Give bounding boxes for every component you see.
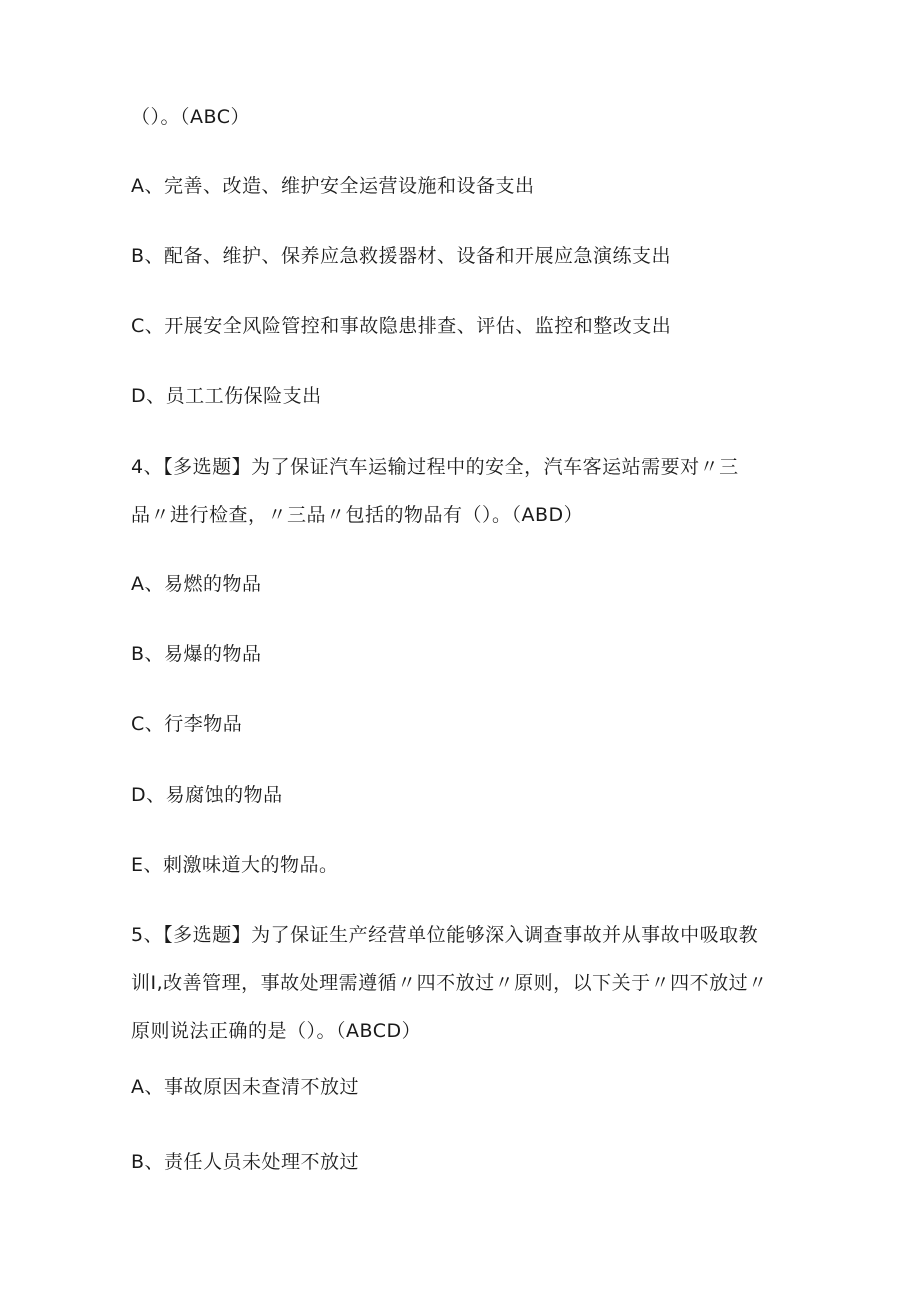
- question-3-stem-end: （）。（ABC）: [131, 106, 250, 128]
- question-5-option-b: B、责任人员未处理不放过: [131, 1151, 360, 1173]
- question-3-option-b: B、配备、维护、保养应急救援器材、设备和开展应急演练支出: [131, 245, 672, 267]
- question-3-option-c: C、开展安全风险管控和事故隐患排查、评估、监控和整改支出: [131, 315, 672, 337]
- question-3-option-d: D、员工工伤保险支出: [131, 385, 322, 407]
- question-4-option-c: C、行李物品: [131, 713, 243, 735]
- question-5-option-a: A、事故原因未查清不放过: [131, 1076, 359, 1098]
- question-5-stem-line-2: 训Ⅰ,改善管理，事故处理需遵循〃四不放过〃原则，以下关于〃四不放过〃: [131, 972, 768, 994]
- question-4-option-d: D、易腐蚀的物品: [131, 784, 283, 806]
- question-5-stem-line-3: 原则说法正确的是（）。（ABCD）: [131, 1020, 422, 1042]
- question-4-option-b: B、易爆的物品: [131, 643, 262, 665]
- question-4-stem-line-2: 品〃进行检查，〃三品〃包括的物品有（）。（ABD）: [131, 504, 584, 526]
- question-5-stem-line-1: 5、【多选题】为了保证生产经营单位能够深入调查事故并从事故中吸取教: [131, 924, 759, 946]
- question-3-option-a: A、完善、改造、维护安全运营设施和设备支出: [131, 175, 535, 197]
- question-4-stem-line-1: 4、【多选题】为了保证汽车运输过程中的安全，汽车客运站需要对〃三: [131, 456, 739, 478]
- question-4-option-a: A、易燃的物品: [131, 573, 262, 595]
- question-4-option-e: E、刺激味道大的物品。: [131, 854, 339, 876]
